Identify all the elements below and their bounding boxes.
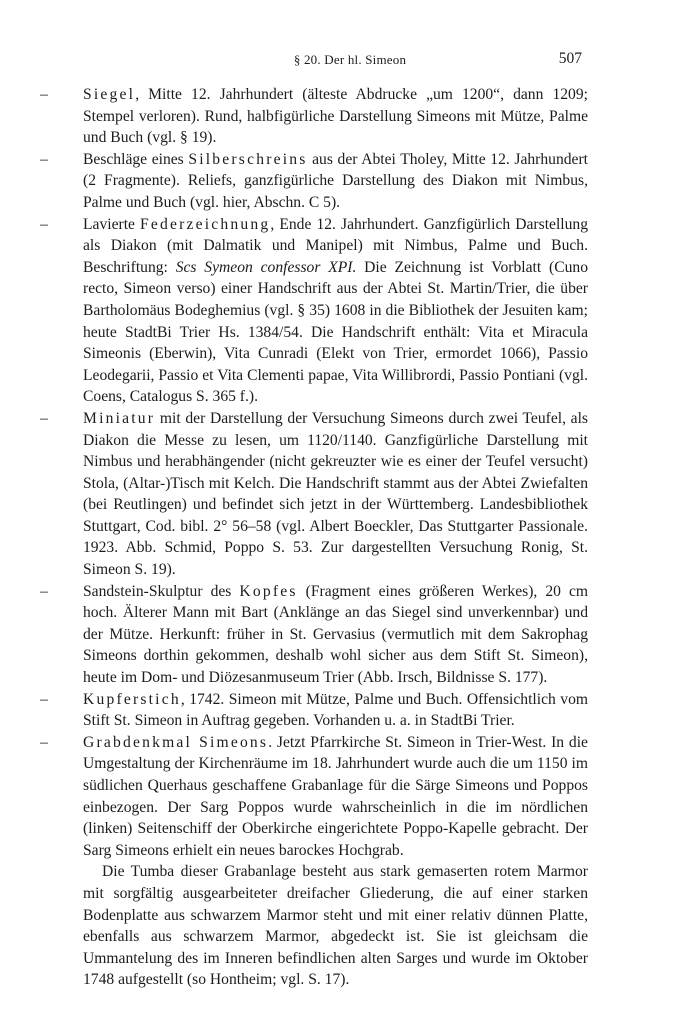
list-dash: – [40,690,48,708]
list-item-kopf [40,581,588,689]
page-body [40,84,589,991]
list-dash: – [40,582,48,600]
page-number: 507 [558,50,582,67]
entry-text: mit der Darstellung der Versuchung Simeons durch zwei Teufel, als Diakon die Messe zu lesen, um 1120/1140. Ganzfigürliche Darstellung mit Nimbus und herabhängender (nicht gekreuzter wie es einer der Teufel versucht) Stola, (Altar-)Tisch mit Kelch. Die Handschrift stammt aus der Abtei Zwiefalten (bei Reutlingen) und befindet sich jetzt in der Württemberg. Landesbibliothek Stuttgart, Cod. bibl. 2° 56–58 (vgl. Albert Boeckler, Das Stuttgarter Passionale. 1923. Abb. Schmid, Poppo S. 53. Zur dargestellten Versuchung Ronig, St. Simeon S. 19). [83,409,588,579]
running-head: § 20. Der hl. Simeon [293,52,407,67]
entry-keyword: Grabdenkmal Simeons [83,733,269,751]
entry-keyword: Federzeichnung [140,215,271,233]
list-dash: – [40,733,48,751]
list-item-kupferstich [40,689,588,732]
entry-text: , Mitte 12. Jahrhundert (älteste Abdrucke „um 1200“, dann 1209; Stempel verloren). Rund, halbfigürliche Darstellung Simeons mit Mütze, Palme und Buch (vgl. § 19). [83,86,588,147]
entry-prefix: Lavierte [83,215,141,233]
list-item-grabdenkmal [40,732,588,862]
list-item-miniatur [40,408,588,581]
entry-keyword: Silberschreins [188,150,308,168]
entry-prefix: Beschläge eines [83,150,189,168]
entry-keyword: Miniatur [83,409,156,427]
list-item-siegel [40,84,588,149]
entry-keyword: Siegel [83,86,136,103]
list-dash: – [40,409,48,427]
entry-prefix: Sandstein-Skulptur des [83,582,240,600]
list-dash: – [40,150,48,168]
entry-text-continued: Die Zeichnung ist Vorblatt (Cuno recto, Simeon verso) einer Handschrift aus der Abtei St. Martin/Trier, die über Bartholomäus Bodeghemius (vgl. § 35) 1608 in die Bibliothek der Jesuiten kam; heute StadtBi Trier Hs. 1384/54. Die Handschrift enthält: Vita et Miracula Simeonis (Eberwin), Vita Cunradi (Elekt von Trier, ermordet 1066), Passio Leodegarii, Passio et Vita Clementi papae, Vita Willibrordi, Passio Pontiani (vgl. Coens, Catalogus S. 365 f.). [83,258,589,406]
entry-text: , Ende 12. Jahrhundert. Ganzfigürlich Darstellung als Diakon (mit Dalmatik und Manipel) mit Nimbus, Palme und Buch. Beschriftung: [83,215,588,276]
entry-text: (Fragment eines größeren Werkes), 20 cm hoch. Älterer Mann mit Bart (Anklänge an das Siegel sind unverkennbar) und der Mütze. Herkunft: früher in St. Gervasius (vermutlich mit dem Sakrophag Simeons dorthin gekommen, deshalb wohl sicher aus dem Stift St. Simeon), heute im Dom- und Diözesanmuseum Trier (Abb. Irsch, Bildnisse S. 177). [83,582,588,687]
entry-text: aus der Abtei Tholey, Mitte 12. Jahrhundert (2 Fragmente). Reliefs, ganzfigürliche Darstellung des Diakon mit Nimbus, Palme und Buch (vgl. hier, Abschn. C 5). [83,150,588,211]
entry-inscription: Scs Symeon confessor XPI. [175,258,357,276]
closing-paragraph: Die Tumba dieser Grabanlage besteht aus stark gemaserten rotem Marmor mit sorgfältig ausgearbeiteter dreifacher Gliederung, die auf einer starken Bodenplatte aus schwarzem Marmor steht und mit einer relativ dünnen Platte, ebenfalls aus schwarzem Marmor, abgedeckt ist. Sie ist gleichsam die Ummantelung des im Inneren befindlichen alten Sarges und wurde im Oktober 1748 aufgestellt (so Hontheim; vgl. S. 17). [83,863,588,989]
list-item-federzeichnung [40,214,589,408]
entry-keyword: Kopfes [239,582,298,600]
page-header [0,50,700,74]
entry-keyword: Kupferstich [83,690,181,708]
list-item-silberschrein [40,149,588,214]
list-dash: – [40,86,48,103]
entry-text: , 1742. Simeon mit Mütze, Palme und Buch. Offensichtlich vom Stift St. Simeon in Auftrag gegeben. Vorhanden u. a. in StadtBi Trier. [83,690,588,730]
list-dash: – [40,215,48,233]
entry-text: . Jetzt Pfarrkirche St. Simeon in Trier-West. In die Umgestaltung der Kirchenräume im 18. Jahrhundert wurde auch die um 1150 im südlichen Querhaus geschaffene Grabanlage für die Särge Simeons und Poppos einbezogen. Der Sarg Poppos wurde wahrscheinlich in die im nördlichen (linken) Seitenschiff der Oberkirche eingerichtete Poppo-Kapelle gebracht. Der Sarg Simeons erhielt ein neues barockes Hochgrab. [83,733,588,859]
